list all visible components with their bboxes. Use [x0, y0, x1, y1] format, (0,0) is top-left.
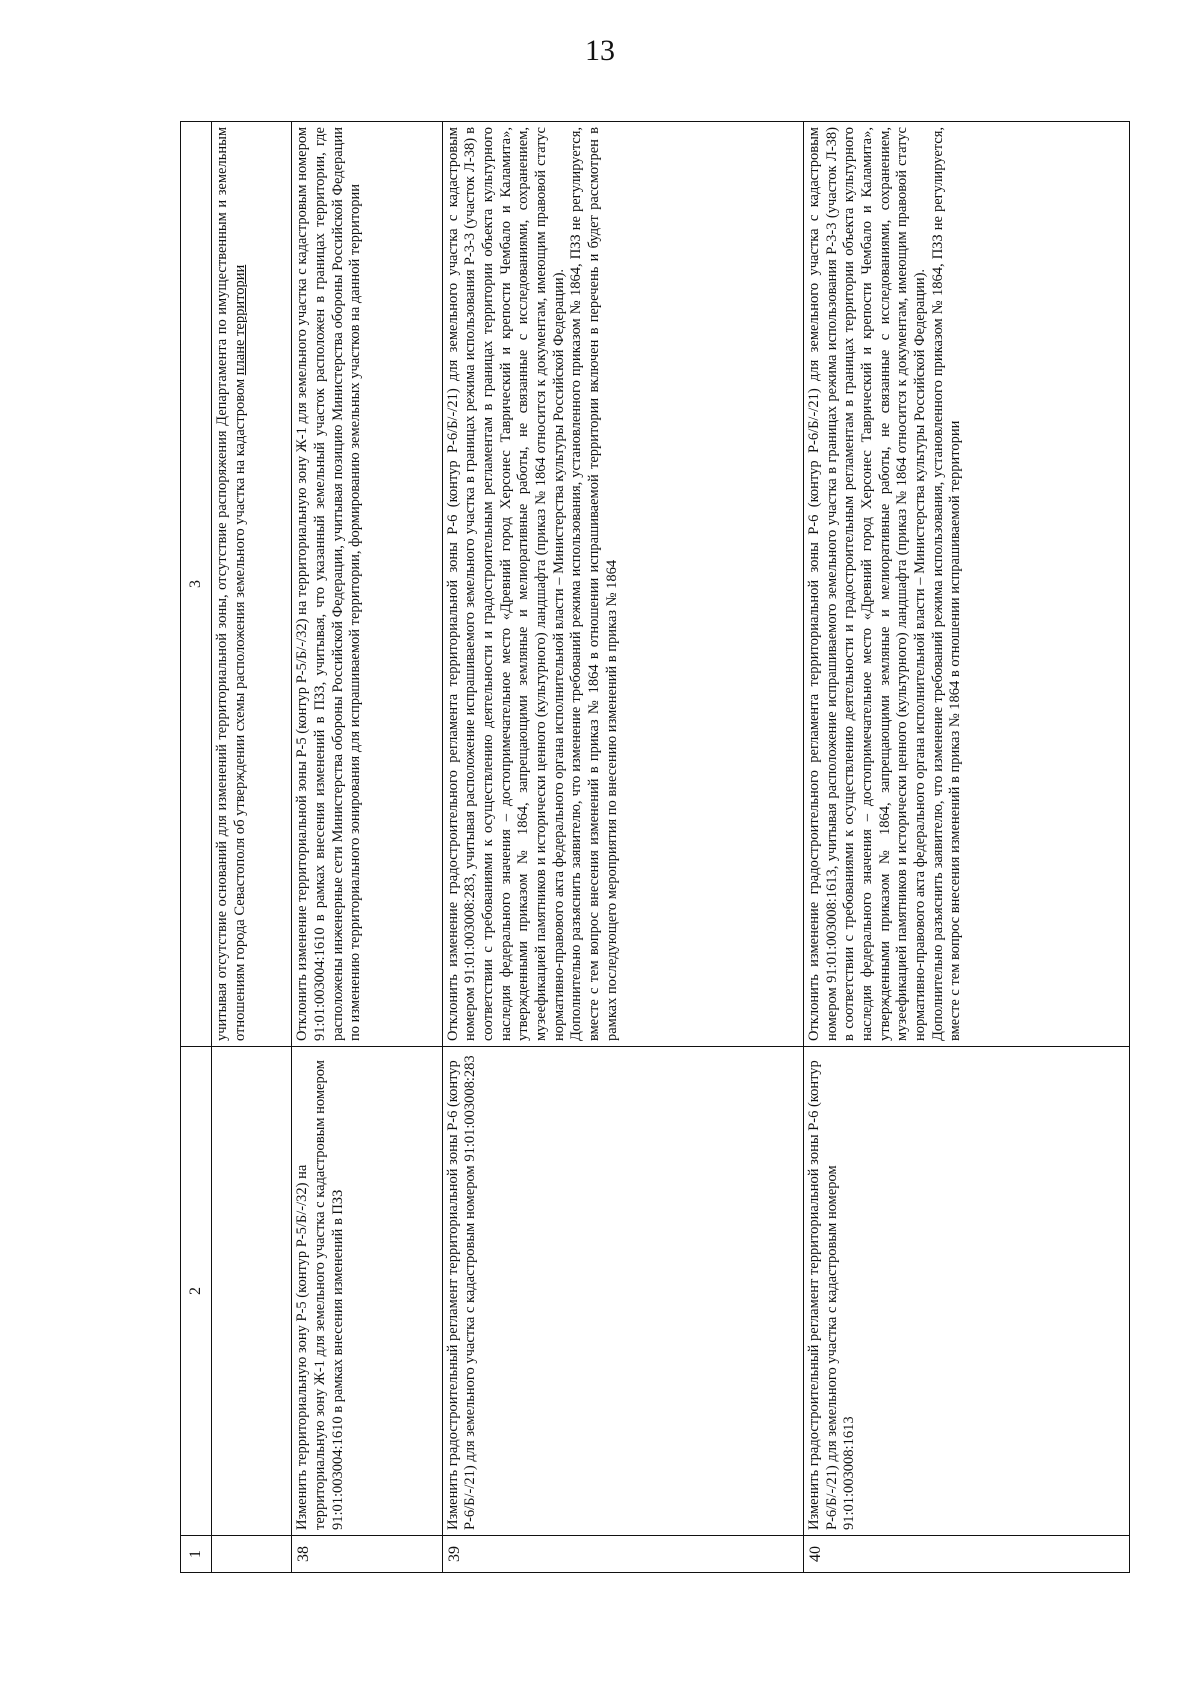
result-cell-continuation: [212, 122, 292, 1047]
decision-cell: Изменить градостроительный регламент территориальной зоны Р-6 (контур Р-6/Б/-/21) для земельного участка с кадастровым номером 91:01:003008:283: [442, 1047, 803, 1536]
page-number: 13: [585, 34, 615, 67]
continuation-underlined: плане территории: [231, 264, 248, 376]
result-cell: [442, 122, 803, 1047]
result-extra-text: Дополнительно разъяснить заявителю, что изменение требований режима использования, установленного приказом № 1864, ПЗЗ не регулируется, вместе с тем вопрос внесения изменений в приказ № 1864 в отношении испрашиваемой территории включен в перечень и будет рассмотрен в рамках последующего мероприятия по внесению изменений в приказ № 1864: [568, 127, 620, 1041]
decision-cell: Изменить территориальную зону Р-5 (контур Р-5/Б/-/32) на территориальную зону Ж-1 для земельного участка с кадастровым номером 91:01:003004:1610 в рамках внесения изменений в ПЗЗ: [292, 1047, 442, 1536]
table-row-continuation: [212, 122, 292, 1573]
decision-table: [180, 121, 1130, 1573]
row-number: 39: [442, 1536, 803, 1573]
row-number: 38: [292, 1536, 442, 1573]
decision-cell: Изменить градостроительный регламент территориальной зоны Р-6 (контур Р-6/Б/-/21) для земельного участка с кадастровым номером 91:01:003008:1613: [803, 1047, 1129, 1536]
rotated-table-container: [180, 121, 1130, 1573]
header-col-2: 2: [181, 1047, 212, 1536]
header-col-3: 3: [181, 122, 212, 1047]
table-header-row: [181, 122, 212, 1573]
table-row-40: [803, 122, 1129, 1573]
decision-cell-empty: [212, 1047, 292, 1536]
result-main-text: Отклонить изменение градостроительного регламента территориальной зоны Р-6 (контур Р-6/Б/-/21) для земельного участка с кадастровым номером 91:01:003008:1613, учитывая расположение испрашиваемого земельного участка в границах режима использования Р-3-3 (участок Л-38) в соответствии с требованиями к осуществлению деятельности и градостроительным регламентам в границах территории объекта культурного наследия федерального значения – достопримечательное место «Древний город Херсонес Таврический и крепости Чембало и Каламита», утвержденными приказом № 1864, запрещающими земляные и мелиоративные работы, не связанные с исследованиями, сохранением, музеефикацией памятников и исторически ценного (культурного) ландшафта (приказ № 1864 относится к документам, имеющим правовой статус нормативно-правового акта федерального органа исполнительной власти – Министерства культуры Российской Федерации).: [805, 127, 928, 1041]
result-extra-text: Дополнительно разъяснить заявителю, что изменение требований режима использования, установленного приказом № 1864, ПЗЗ не регулируется, вместе с тем вопрос внесения изменений в приказ № 1864 в отношении испрашиваемой территории: [929, 127, 964, 1041]
continuation-text: учитывая отсутствие оснований для изменений территориальной зоны, отсутствие распоряжения Департамента по имущественным и земельным отношениям города Севастополя об утверждении схемы расположения земельного участка на кадастровом: [214, 127, 248, 1041]
table-row-38: [292, 122, 442, 1573]
row-number-empty: [212, 1536, 292, 1573]
result-main-text: Отклонить изменение градостроительного регламента территориальной зоны Р-6 (контур Р-6/Б/-/21) для земельного участка с кадастровым номером 91:01:003008:283, учитывая расположение испрашиваемого земельного участка в границах режима использования Р-3-3 (участок Л-38) в соответствии с требованиями к осуществлению деятельности и градостроительным регламентам в границах территории объекта культурного наследия федерального значения – достопримечательное место «Древний город Херсонес Таврический и крепости Чембало и Каламита», утвержденными приказом № 1864, запрещающими земляные и мелиоративные работы, не связанные с исследованиями, сохранением, музеефикацией памятников и исторически ценного (культурного) ландшафта (приказ № 1864 относится к документам, имеющим правовой статус нормативно-правового акта федерального органа исполнительной власти – Министерства культуры Российской Федерации).: [444, 127, 567, 1041]
result-cell: Отклонить изменение территориальной зоны Р-5 (контур Р-5/Б/-/32) на территориальную зону Ж-1 для земельного участка с кадастровым номером 91:01:003004:1610 в рамках внесения изменений в ПЗЗ, учитывая, что указанный земельный участок расположен в границах территории, где расположены инженерные сети Министерства обороны Российской Федерации, учитывая позицию Министерства обороны Российской Федерации по изменению территориального зонирования для испрашиваемой территории, формированию земельных участков на данной территории: [292, 122, 442, 1047]
table-row-39: [442, 122, 803, 1573]
header-col-1: 1: [181, 1536, 212, 1573]
result-cell: [803, 122, 1129, 1047]
row-number: 40: [803, 1536, 1129, 1573]
